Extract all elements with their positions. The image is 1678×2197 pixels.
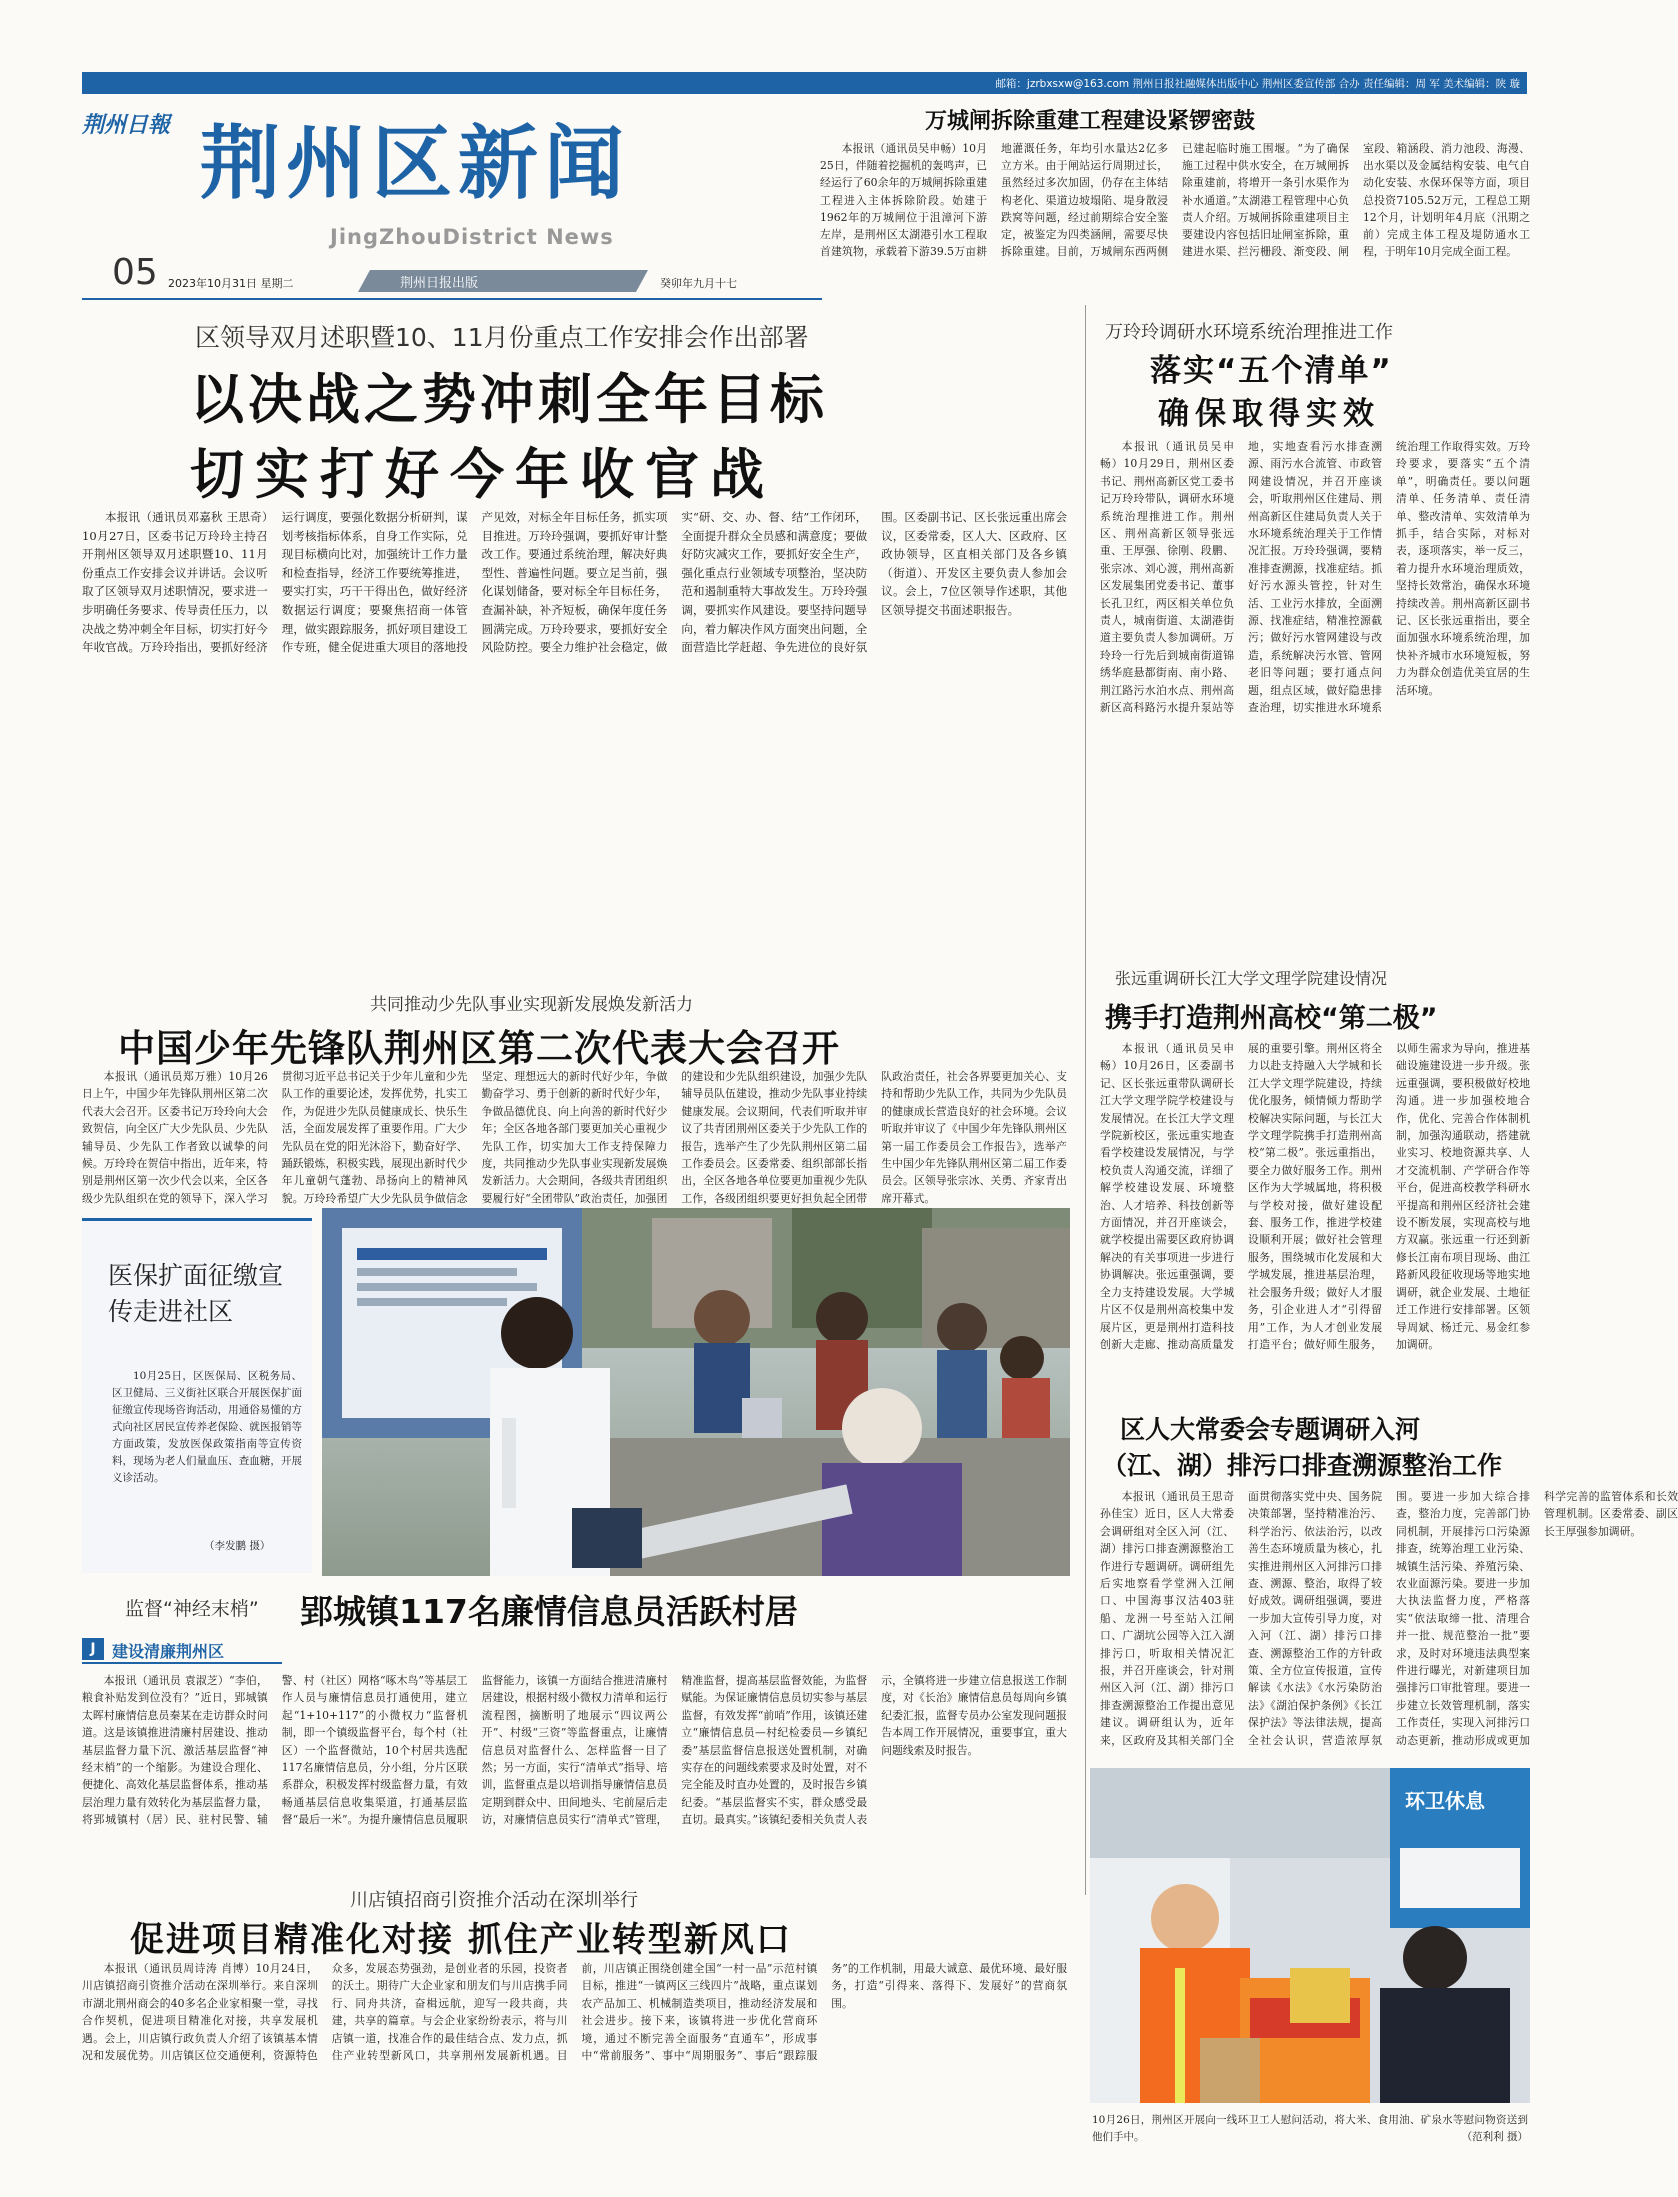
sanitation-caption-text: 10月26日，荆州区开展向一线环卫工人慰问活动，将大米、食用油、矿泉水等慰问物资送到他们手中。 (1092, 2114, 1528, 2143)
chuandian-kicker: 川店镇招商引资推介活动在深圳举行 (350, 1890, 638, 1911)
yingcheng-text: 本报讯（通讯员 袁淑芝）“李伯，粮食补贴发到位没有？”近日，郢城镇太晖村廉情信息员秦某在走访群众时问道。这是该镇推进清廉村居建设、推动基层监督力量下沉、激活基层监督“神经末梢”的一个缩影。为建设合理化、便捷化、高效化基层监督体系，推动基层治理力量有效转化为基层监督力量，将郢城镇村（居）民、驻村民警、辅警、村（社区）网格“啄木鸟”等基层工作人员与廉情信息员打通使用，建立起“1+10+117”的小微权力“监督机制，即一个镇级监督平台，每个村（社区）一个监督微站，10个村居共选配117名廉情信息员，分小组，分片区联系群众，积极发挥村级监督力量，有效畅通基层信息收集渠道，打通基层监督“最后一米”。为提升廉情信息员履职监督能力，该镇一方面结合推进清廉村居建设，根据村级小微权力清单和运行流程图，摘断明了地展示“四议两公开”、村级“三资”等监督重点，让廉情信息员对监督什么、怎样监督一目了然；另一方面，实行“清单式”指导、培训，监督重点是以培训指导廉情信息员定期到群众中、田间地头、宅前屋后走访，对廉情信息员实行“清单式”管理，精准监督，提高基层监督效能，为监督赋能。为保证廉情信息员切实参与基层监督，有效发挥“前哨”作用，该镇还建立“廉情信息员—村纪检委员—乡镇纪委”基层监督信息报送处置机制，对确实存在的问题线索要求及时处置，对不完全能及时直办处置的，及时报告乡镇纪委。“基层监督实不实，群众感受最直切。最真实。”该镇纪委相关负责人表示，全镇将进一步建立信息报送工作制度，对《长治》廉情信息员每周向乡镇纪委汇报，监督专员办公室发现问题报告本周工作开展情况，重要事宜，重大问题线索及时报告。 (82, 1674, 1067, 1827)
lunar-date: 癸卯年九月十七 (660, 277, 737, 290)
sanitation-photo (1090, 1768, 1530, 2103)
column-divider (1085, 305, 1086, 1895)
lead-kicker: 区领导双月述职暨10、11月份重点工作安排会作出部署 (195, 323, 809, 352)
sanitation-caption-credit: （范利利 摄） (1461, 2131, 1528, 2143)
pioneer-body (82, 1068, 1067, 1210)
wan-text: 本报讯（通讯员吴申畅）10月29日，荆州区委书记、荆州高新区党工委书记万玲玲带队，调研水环境系统治理推进工作。荆州区、荆州高新区领导张远重、王厚强、徐刚、段鹏、张宗冰、刘心渡，荆州高新区发展集团党委书记、董事长孔卫红，两区相关单位负责人，城南街道、太湖港街道主要负责人参加调研。万玲玲一行先后到城南街道锦绣华庭悬都街南、南小路、荆江路污水泊水点、荆州高新区高科路污水提升泵站等地，实地查看污水排查溯源、雨污水合流管、市政管网建设情况，并召开座谈会，听取荆州区住建局、荆州高新区住建局负责人关于水环境系统治理关于工作情况汇报。万玲玲强调，要精准排查溯源，找准症结。抓好污水源头管控，针对生活、工业污水排放，全面溯源、找准症结，精准控源截污；做好污水管网建设与改造，系统解决污水管、管网老旧等问题；要打通点问题，组点区域，做好隐患排查治理，切实推进水环境系统治理工作取得实效。万玲玲要求，要落实“五个清单”，明确责任。要以问题清单、任务清单、责任清单、整改清单、实效清单为抓手，结合实际，对标对表，逐项落实，举一反三，着力提升水环境治理质效，坚持长效常治，确保水环境持续改善。荆州高新区副书记、区长张远重指出，要全面加强水环境系统治理，加快补齐城市水环境短板，努力为群众创造优美宜居的生活环境。 (1100, 440, 1530, 715)
npc-headline-2: （江、湖）排污口排查溯源整治工作 (1102, 1451, 1503, 1480)
column-badge-icon: J (82, 1638, 104, 1660)
lead-text: 本报讯（通讯员邓嘉秋 王思奇）10月27日，区委书记万玲玲主持召开荆州区领导双月述职暨10、11月份重点工作安排会议并讲话。会议听取了区领导双月述职情况，要求进一步明确任务要求、传导责任压力，以决战之势冲刺全年目标，切实打好今年收官战。万玲玲指出，要抓好经济运行调度，要强化数据分析研判，谋划考核指标体系，自身工作实际，兑现目标横向比对，加强统计工作力量和检查指导，经济工作要统筹推进，要实打实，巧干干得出色，做好经济数据运行调度；要聚焦招商一体管理，做实跟踪服务，抓好项目建设工作专班，健全促进重大项目的落地投产见效，对标全年目标任务，抓实项目推进。万玲玲强调，要抓好审计整改工作。要通过系统治理，解决好典型性、普遍性问题。要立足当前，强化谋划储备，要对标全年目标任务，查漏补缺，补齐短板，确保年度任务圆满完成。万玲玲要求，要抓好安全风险防控。要全力维护社会稳定，做实“研、交、办、督、结”工作闭环，全面提升群众全员感和满意度；要做好防灾减灾工作，要抓好安全生产，强化重点行业领域专项整治，坚决防范和遏制重特大事故发生。万玲玲强调，要抓实作风建设。要坚持问题导向，着力解决作风方面突出问题，全面营造比学赶超、争先进位的良好氛围。区委副书记、区长张远重出席会议，区委常委，区人大、区政府、区政协领导，区直相关部门及各乡镇（街道）、开发区主要负责人参加会议。会上，7位区领导作述职，其他区领导提交书面述职报告。 (82, 510, 1067, 655)
lead-headline-1: 以决战之势冲刺全年目标 (190, 368, 828, 431)
pioneer-text: 本报讯（通讯员郑万雅）10月26日上午，中国少年先锋队荆州区第二次代表大会召开。区委书记万玲玲向大会致贺信，向全区广大少先队员、少先队辅导员、少先队工作者致以诚挚的问候。万玲玲在贺信中指出，近年来，特别是荆州区第一次少代会以来，全区各级少先队组织在党的领导下，深入学习贯彻习近平总书记关于少年儿童和少先队工作的重要论述，发挥优势，扎实工作，为促进少先队员健康成长、快乐生活，全面发展发挥了重要作用。广大少先队员在党的阳光沐浴下，勤奋好学、踊跃锻炼，积极实践，展现出新时代少年儿童朝气蓬勃、昂扬向上的精神风貌。万玲玲希望广大少先队员争做信念坚定、理想远大的新时代好少年，争做勤奋学习、勇于创新的新时代好少年，争做品德优良、向上向善的新时代好少年；全区各地各部门要更加关心重视少先队工作，切实加大工作支持保障力度，共同推动少先队事业实现新发展焕发新活力。大会期间，各级共青团组织要履行好“全团带队”政治责任，加强团的建设和少先队组织建设，加强少先队辅导员队伍建设，推动少先队事业持续健康发展。会议期间，代表们听取并审议了共青团荆州区委关于少先队工作的报告，选举产生了少先队荆州区第二届工作委员会。区委常委、组织部部长指出，全区各地各单位要更加重视少先队工作，各级团组织要更好担负起全团带队政治责任，社会各界要更加关心、支持和帮助少先队工作，共同为少先队员的健康成长营造良好的社会环境。会议听取并审议了《中国少年先锋队荆州区第一届工作委员会工作报告》，选举产生中国少年先锋队荆州区第二届工作委员会。区领导张宗冰、关勇、齐家青出席开幕式。 (82, 1070, 1067, 1205)
photo-sign: 环卫休息 (1405, 1789, 1485, 1813)
story-top-headline: 万城闸拆除重建工程建设紧锣密鼓 (925, 109, 1256, 134)
npc-headline-1: 区人大常委会专题调研入河 (1120, 1415, 1421, 1444)
wan-headline-1: 落实“五个清单” (1150, 353, 1393, 389)
section-subtitle: JingZhouDistrict News (330, 225, 614, 249)
yingcheng-body (82, 1672, 1067, 1872)
npc-body (1100, 1488, 1678, 1760)
wan-kicker: 万玲玲调研水环境系统治理推进工作 (1105, 322, 1393, 343)
medical-photo (322, 1208, 1070, 1576)
zhang-text: 本报讯（通讯员吴申畅）10月26日，区委副书记、区长张远重带队调研长江大学文理学院学校建设与发展情况。在长江大学文理学院新校区，张远重实地查看学校建设发展情况，与学校负责人沟通交流，详细了解学校建设发展、环境整治、人才培养、科技创新等方面情况，并召开座谈会，就学校提出需要区政府协调解决的有关事项进一步进行协调解决。张远重强调，要全力支持建设发展。大学城片区不仅是荆州高校集中发展片区，更是荆州打造科技创新大走廊、推动高质量发展的重要引擎。荆州区将全力以赴支持融入大学城和长江大学文理学院建设，持续优化服务，倾情倾力帮助学校解决实际问题，与长江大学文理学院携手打造荆州高校“第二极”。张远重指出，要全力做好服务工作。荆州区作为大学城属地，将积极与学校对接，做好建设配套、服务工作，推进学校建设顺利开展；做好社会管理服务，围绕城市化发展和大学城发展，推进基层治理，社会服务升级；做好人才服务，引企业进人才“引得留用”工作，为人才创业发展打造平台；做好师生服务，以师生需求为导向，推进基础设施建设进一步升级。张远重强调，要积极做好校地沟通。进一步加强校地合作，优化、完善合作体制机制，加强沟通联动，搭建就业实习、校地资源共享、人才交流机制、产学研合作等平台，促进高校教学科研水平提高和荆州区经济社会建设不断发展，实现高校与地方双赢。张远重一行还到新修长江南布项目现场、曲江路新风段征收现场等地实地调研，就企业发展、土地征迁工作进行安排部署。区领导周斌、杨迁元、易金红参加调研。 (1100, 1042, 1530, 1351)
lead-headline-2: 切实打好今年收官战 (190, 443, 775, 506)
wan-body (1100, 438, 1530, 958)
column-badge (82, 1636, 282, 1664)
wan-headline-2: 确保取得实效 (1158, 396, 1380, 432)
medical-text: 10月25日，区医保局、区税务局、区卫健局、三义街社区联合开展医保扩面征缴宣传现场咨询活动，用通俗易懂的方式向社区居民宣传养老保险、就医报销等方面政策，发放医保政策指南等宣传资料，现场为老人们量血压、查血糖，开展义诊活动。 (112, 1370, 302, 1484)
zhang-headline: 携手打造荆州高校“第二极” (1105, 1003, 1438, 1034)
npc-text: 本报讯（通讯员王思奇 孙佳宝）近日，区人大常委会调研组对全区入河（江、湖）排污口排查溯源整治工作进行专题调研。调研组先后实地察看学堂洲入江闸口、中国海事汉沽403驻船、龙洲一号至站入江闸口、广湖坑公园等入江入湖排污口，听取相关情况汇报，并召开座谈会，针对荆州区入河（江、湖）排污口排查溯源整治工作提出意见建议。调研组认为，近年来，区政府及其相关部门全面贯彻落实党中央、国务院决策部署，坚持精准治污、科学治污、依法治污，以改善生态环境质量为核心，扎实推进荆州区入河排污口排查、溯源、整治，取得了较好成效。调研组强调，要进一步加大宣传引导力度，对入河（江、湖）排污口排查、溯源整治工作的方针政策、全方位宣传报道，宣传解读《水法》《水污染防治法》《湖泊保护条例》《长江保护法》等法律法规，提高全社会认识，营造浓厚氛围。要进一步加大综合排查，整治力度，完善部门协同机制，开展排污口污染源排查，统筹治理工业污染、城镇生活污染、养殖污染、农业面源污染。要进一步加大执法监督力度，严格落实“依法取缔一批、清理合并一批、规范整治一批”要求，及时对环境违法典型案件进行曝光，对新建项目加强排污口审批管理。要进一步建立长效管理机制，落实工作责任，实现入河排污口动态更新，推动形成或更加科学完善的监管体系和长效管理机制。区委常委、副区长王厚强参加调研。 (1100, 1490, 1678, 1747)
newspaper-logo: 荆州日報 (82, 112, 171, 138)
edition-label: 荆州日报出版 (400, 276, 479, 291)
pioneer-headline: 中国少年先锋队荆州区第二次代表大会召开 (118, 1027, 840, 1070)
zhang-kicker: 张远重调研长江大学文理学院建设情况 (1115, 969, 1388, 988)
column-badge-label: 建设清廉荆州区 (112, 1642, 225, 1661)
story-top-text: 本报讯（通讯员吴申畅）10月25日，伴随着挖掘机的轰鸣声，已经运行了60余年的万城闸拆除重建工程进入主体拆除阶段。始建于1962年的万城闸位于沮漳河下游左岸，是荆州区太湖港引水工程取首建筑物，承载着下游39.5万亩耕地灌溉任务，年均引水量达2亿多立方米。由于闸站运行周期过长，虽然经过多次加固，仍存在主体结构老化、渠道边坡塌陷、堤身散浸跌窝等问题，经过前期综合安全鉴定，被鉴定为四类涵闸，需要尽快拆除重建。目前，万城闸东西两侧已建起临时施工围堰。“为了确保施工过程中供水安全，在万城闸拆除重建前，将增开一条引水渠作为补水通道。”太湖港工程管理中心负责人介绍。万城闸拆除重建项目主要建设内容包括旧址闸室拆除，重建进水渠、拦污栅段、渐变段、闸室段、箱涵段、消力池段、海漫、出水渠以及金属结构安装、电气自动化安装、水保环保等方面，项目总投资7105.52万元，工程总工期12个月，计划明年4月底（汛期之前）完成主体工程及堤防通水工程，于明年10月完成全面工程。 (820, 142, 1530, 259)
page-number: 05 (112, 252, 158, 293)
section-title: 荆州区新闻 (200, 116, 630, 210)
story-top-body (820, 140, 1530, 290)
chuandian-headline: 促进项目精准化对接 抓住产业转型新风口 (130, 1920, 792, 1960)
medical-body (112, 1368, 302, 1530)
pioneer-kicker: 共同推动少先队事业实现新发展焕发新活力 (370, 995, 693, 1015)
masthead-rule (82, 298, 822, 300)
chuandian-body (82, 1960, 1067, 2150)
zhang-body (1100, 1040, 1530, 1395)
yingcheng-headline: 郢城镇117名廉情信息员活跃村居 (300, 1592, 798, 1631)
yingcheng-kicker: 监督“神经末梢” (125, 1598, 259, 1620)
chuandian-text: 本报讯（通讯员周诗涛 肖博）10月24日，川店镇招商引资推介活动在深圳举行。来自深圳市湖北荆州商会的40多名企业家相聚一堂，寻找合作契机，促进项目精准化对接，共享发展机遇。会上，川店镇行政负责人介绍了该镇基本情况和发展优势。川店镇区位交通便利，资源特色众多，发展态势强劲，是创业者的乐园，投资者的沃土。期待广大企业家和朋友们与川店携手同行、同舟共济，奋楫远航，迎写一段共商，共建，共享的篇章。与会企业家纷纷表示，将与川店镇一道，找准合作的最佳结合点、发力点，抓住产业转型新风口，共享荆州发展新机遇。目前，川店镇正围绕创建全国“一村一品”示范村镇目标，推进“一镇两区三线四片”战略，重点谋划农产品加工、机械制造类项目，推动经济发展和社会进步。接下来，该镇将进一步优化营商环境，通过不断完善全面服务“直通车”，形成事中“常前服务”、事中“周期服务”、事后“跟踪服务”的工作机制，用最大诚意、最优环境、最好服务，打造“引得来、落得下、发展好”的营商氛围。 (82, 1962, 1067, 2063)
lead-body (82, 508, 1067, 978)
medical-credit: （李发鹏 摄） (204, 1540, 271, 1552)
sanitation-caption (1092, 2112, 1528, 2152)
issue-date: 2023年10月31日 星期二 (168, 277, 294, 290)
credit-line: 邮箱：jzrbxsxw@163.com 荆州日报社融媒体出版中心 荆州区委宣传部 合办 责任编辑：周 军 美术编辑：陕 璇 (995, 78, 1520, 90)
medical-title: 医保扩面征缴宣传走进社区 (108, 1261, 284, 1326)
